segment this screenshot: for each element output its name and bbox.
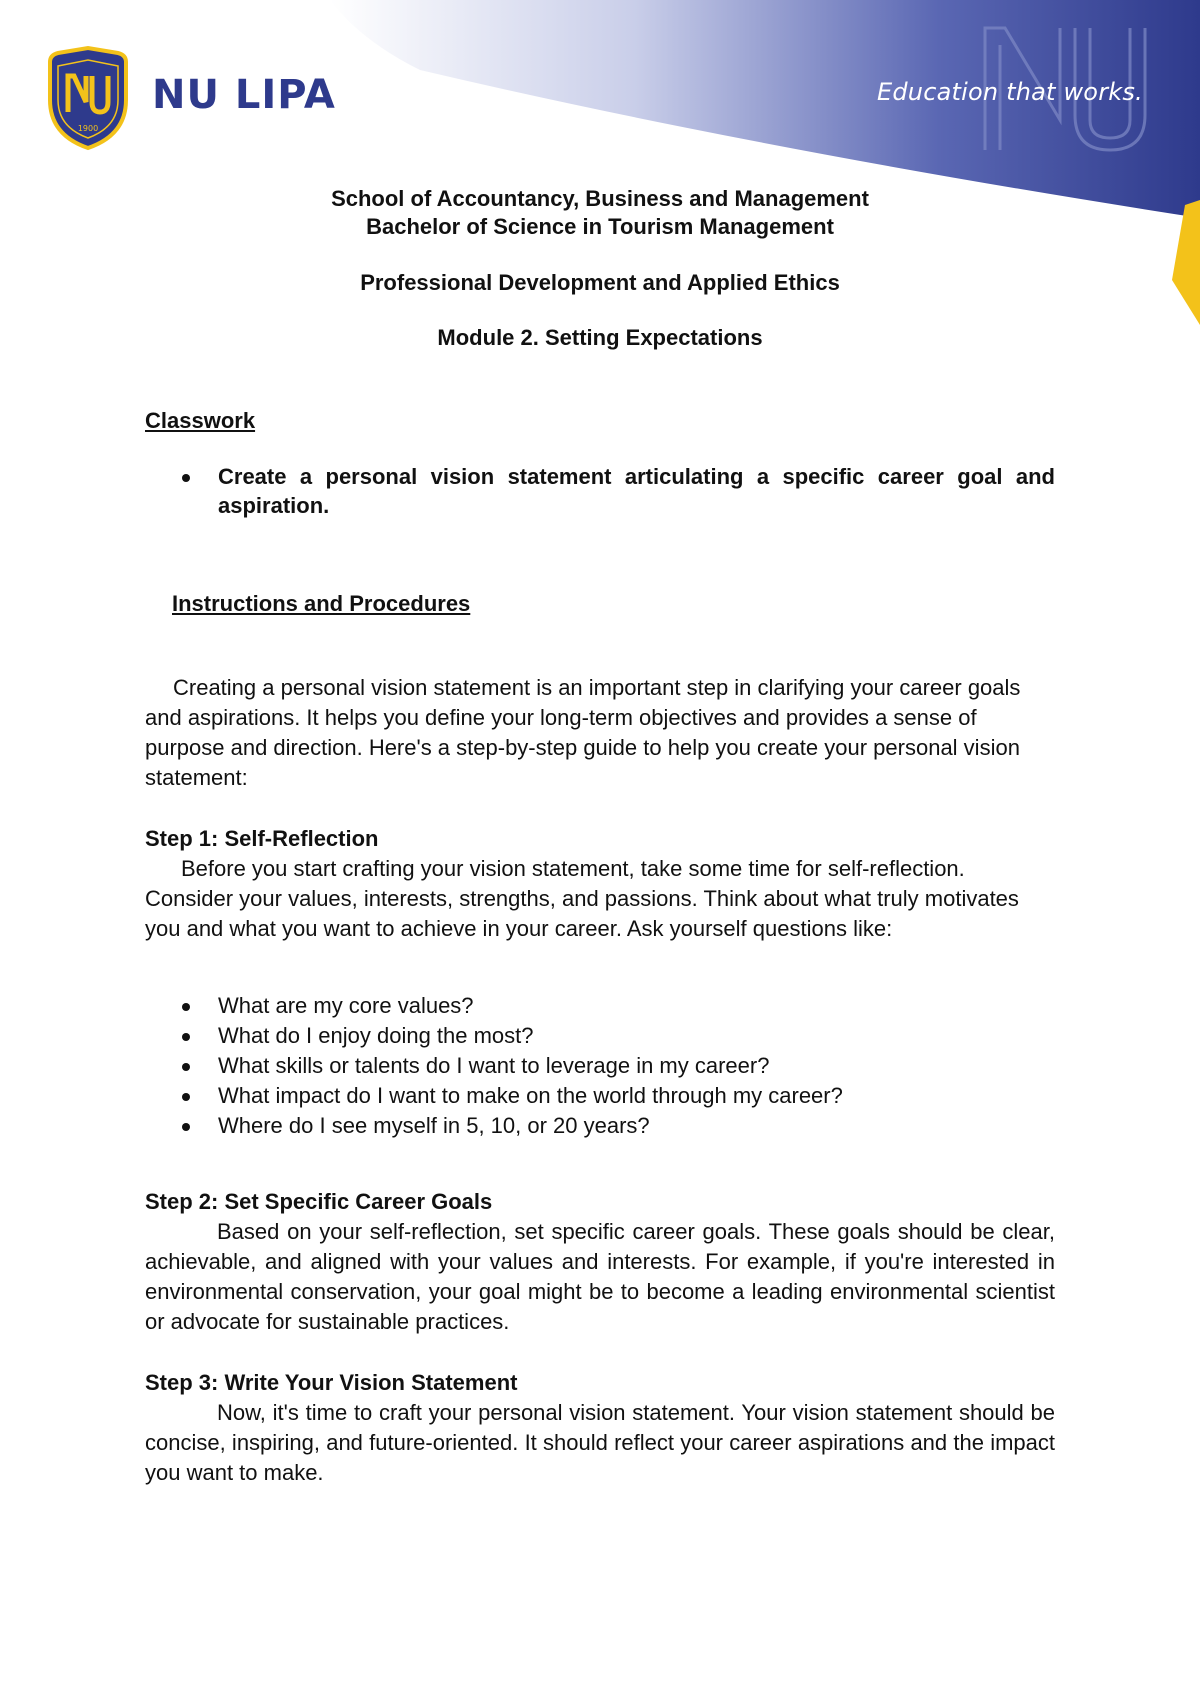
school-name: School of Accountancy, Business and Management (331, 186, 869, 211)
step-2-text: Based on your self-reflection, set specific career goals. These goals should be clear, achievable, and aligned with your values and interests. For example, if you're interested in environmental conservation, your goal might be to become a leading environmental scientist or advocate for sustainable practices. (145, 1219, 1055, 1334)
step-2-title: Step 2: Set Specific Career Goals (145, 1189, 493, 1214)
step-1-questions (145, 991, 1055, 1141)
step-3-text: Now, it's time to craft your personal vision statement. Your vision statement should be concise, inspiring, and future-oriented. It should reflect your career aspirations and the impact you want to make. (145, 1400, 1055, 1485)
step-1-title: Step 1: Self-Reflection (145, 826, 379, 851)
logo-year: 1900 (77, 124, 99, 133)
tagline: Education that works. (877, 78, 1143, 106)
module-title: Module 2. Setting Expectations (437, 325, 763, 350)
list-item: What skills or talents do I want to leverage in my career? (145, 1051, 1055, 1081)
list-item: Where do I see myself in 5, 10, or 20 years? (145, 1111, 1055, 1141)
step-1-text: Before you start crafting your vision statement, take some time for self-reflection. Consider your values, interests, strengths, and passions. Think about what truly motivates you and what you want to achieve in your career. Ask yourself questions like: (145, 856, 1019, 941)
classwork-list (145, 462, 1055, 520)
course-title: Professional Development and Applied Ethics (360, 270, 840, 295)
classwork-heading: Classwork (145, 408, 256, 433)
list-item: Create a personal vision statement articulating a specific career goal and aspiration. (145, 462, 1055, 520)
list-item: What impact do I want to make on the world through my career? (145, 1081, 1055, 1111)
instructions-heading: Instructions and Procedures (172, 591, 471, 616)
list-item: What are my core values? (145, 991, 1055, 1021)
instructions-intro: Creating a personal vision statement is an important step in clarifying your career goals and aspirations. It helps you define your long-term objectives and provides a sense of purpose and direction. Here's a step-by-step guide to help you create your personal vision statement: (145, 675, 1021, 790)
nu-shield-logo (50, 48, 126, 148)
program-name: Bachelor of Science in Tourism Management (366, 214, 834, 239)
step-3-title: Step 3: Write Your Vision Statement (145, 1370, 518, 1395)
brand-name: NU LIPA (152, 72, 336, 118)
list-item: What do I enjoy doing the most? (145, 1021, 1055, 1051)
